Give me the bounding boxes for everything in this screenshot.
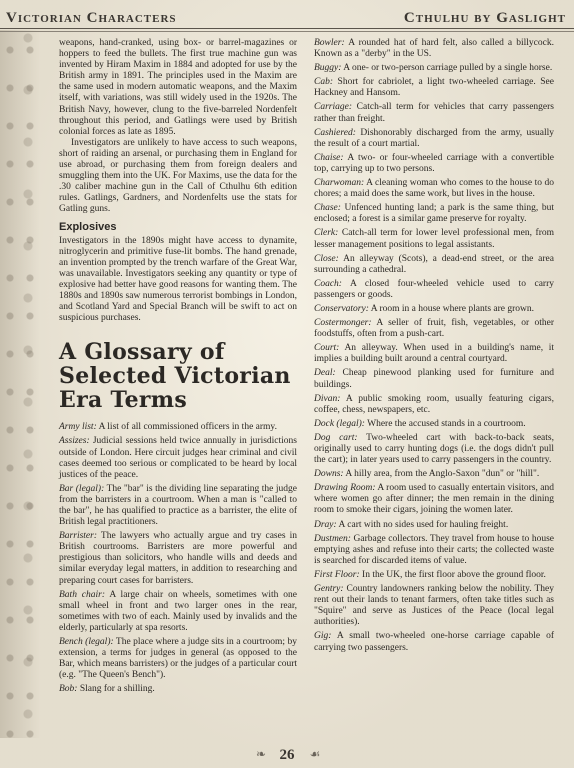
left-column: [59, 38, 297, 699]
glossary-entry: [314, 153, 554, 175]
glossary-definition: A hilly area, from the Anglo-Saxon "dun" or "hill".: [343, 469, 540, 480]
glossary-definition: The "bar" is the dividing line separating the judge from the barristers in a courtroom. When a man is "called to the bar", he has qualified to practice as a barrister, the elite of British legal practitioners.: [59, 483, 297, 528]
glossary-definition: The lawyers who actually argue and try cases in British courtrooms. Barristers are more powerful and prestigious than solicitors, who handle wills and deeds and similar everyday legal matters, in addition to researching and preparing court cases for barristers.: [59, 531, 297, 586]
body-paragraph: weapons, hand-cranked, using box- or barrel-magazines or hoppers to feed the bullets. The first true machine gun was invented by Hiram Maxim in 1884 and adopted for use by the British army in 1891. The principles used in the Maxim are the same used in modern automatic weapons, and the Maxim itself, with variations, was still widely used in the 1920s. The British Navy, however, clung to the five-barreled Nordenfelt throughout this period, and Gatlings were used by British colonial forces as late as 1895.: [59, 38, 297, 137]
glossary-entry: [314, 483, 554, 516]
glossary-definition: Slang for a shilling.: [77, 684, 155, 695]
glossary-definition: Short for cabriolet, a light two-wheeled carriage. See Hackney and Hansom.: [314, 77, 554, 99]
glossary-title: A Glossary of Selected Victorian Era Terms: [59, 339, 291, 414]
glossary-definition: Garbage collectors. They travel from house to house emptying ashes and refuse into their carts; the collected waste is searched for discarded items of value.: [314, 533, 554, 566]
glossary-term: Dock (legal):: [314, 418, 365, 429]
glossary-entry: [314, 63, 554, 74]
glossary-term: Barrister:: [59, 531, 97, 542]
glossary-entry: [314, 419, 554, 430]
glossary-term: Conservatory:: [314, 303, 369, 314]
glossary-definition: An alleyway (Scots), a dead-end street, or the area surrounding a cathedral.: [314, 253, 554, 275]
glossary-entry: [314, 534, 554, 567]
glossary-definition: A cleaning woman who comes to the house to do chores; a maid does the same work, but lives in the house.: [314, 178, 554, 200]
glossary-term: Charwoman:: [314, 178, 365, 189]
glossary-entry: [314, 304, 554, 315]
glossary-term: Gig:: [314, 631, 332, 642]
glossary-entry: [314, 433, 554, 466]
glossary-definition: In the UK, the first floor above the ground floor.: [359, 569, 546, 580]
glossary-definition: A small two-wheeled one-horse carriage capable of carrying two passengers.: [314, 631, 554, 653]
glossary-definition: A public smoking room, usually featuring cigars, coffee, chess, newspapers, etc.: [314, 393, 554, 415]
section-heading-explosives: Explosives: [59, 220, 117, 233]
decorative-border: [0, 30, 40, 738]
glossary-entry: [314, 128, 554, 150]
glossary-entry: [59, 637, 297, 681]
glossary-term: Cab:: [314, 77, 333, 88]
glossary-term: Close:: [314, 253, 339, 264]
glossary-entry: [314, 584, 554, 628]
glossary-definition: A list of all commissioned officers in the army.: [96, 422, 277, 433]
body-paragraph: Investigators in the 1890s might have access to dynamite, nitroglycerin and primitive fuse-lit bombs. The hand grenade, an invention prompted by the trench warfare of the Great War, was unavailable. Investigators seeking any quantity or type of explosive had better have good reasons for wanting them. The 1880s and 1890s saw numerous terrorist bombings in London, and Scotland Yard and Special Branch will be swift to act on suspicious purchases.: [59, 235, 297, 324]
glossary-entry: [314, 254, 554, 276]
glossary-term: Bench (legal):: [59, 637, 114, 648]
glossary-definition: A two- or four-wheeled carriage with a convertible top, carrying up to two persons.: [314, 152, 554, 174]
glossary-term: Dustmen:: [314, 533, 351, 544]
glossary-definition: A room in a house where plants are grown.: [368, 303, 535, 314]
glossary-term: Dray:: [314, 519, 337, 530]
glossary-entry: [59, 422, 297, 433]
glossary-entry: [59, 531, 297, 586]
glossary-term: Bowler:: [314, 38, 345, 48]
glossary-term: Court:: [314, 343, 340, 354]
glossary-definition: A rounded hat of hard felt, also called a billycock. Known as a "derby" in the US.: [314, 38, 554, 60]
glossary-definition: Catch-all term for vehicles that carry passengers rather than freight.: [314, 102, 554, 124]
glossary-entry: [314, 318, 554, 340]
glossary-term: Drawing Room:: [314, 483, 376, 494]
glossary-term: First Floor:: [314, 569, 360, 580]
glossary-entry: [59, 590, 297, 634]
glossary-definition: A closed four-wheeled vehicle used to carry passengers or goods.: [314, 278, 554, 300]
glossary-term: Gentry:: [314, 584, 344, 595]
glossary-definition: Where the accused stands in a courtroom.: [364, 418, 526, 429]
glossary-definition: Two-wheeled cart with back-to-back seats, originally used to carry hunting dogs (i.e. the dogs didn't pull the cart); in later years used to carry passengers in the country.: [314, 432, 554, 466]
glossary-definition: Unfenced hunting land; a park is the same thing, but enclosed; a forest is a similar game preserve for royalty.: [314, 203, 554, 225]
glossary-definition: A cart with no sides used for hauling freight.: [336, 519, 509, 530]
glossary-entry: [314, 178, 554, 200]
glossary-entry: [314, 279, 554, 301]
glossary-definition: A one- or two-person carriage pulled by a single horse.: [341, 63, 553, 74]
glossary-term: Bar (legal):: [59, 483, 105, 494]
glossary-entry: [314, 343, 554, 365]
glossary-definition: The place where a judge sits in a courtroom; by extension, a terms for judges in general (as opposed to the Bar, which means barristers) or the judges of a particular court (e.g. "The Queen's Bench").: [59, 637, 297, 681]
glossary-term: Buggy:: [314, 63, 342, 74]
glossary-entries-left: [59, 422, 297, 695]
glossary-definition: A seller of fruit, fish, vegetables, or other foodstuffs, often from a push-cart.: [314, 318, 554, 340]
glossary-entry: [314, 469, 554, 480]
glossary-term: Downs:: [314, 469, 344, 480]
body-paragraph: Investigators are unlikely to have access to such weapons, short of raiding an arsenal, or purchasing them in England for use abroad, or purchasing them from foreign dealers and smuggling them into the UK. For Maxims, use the data for the .30 caliber machine gun in the Call of Cthulhu 6th edition rules. Gatlings, Gardners, and Nordenfelts use the stats for Gatling guns.: [59, 137, 297, 215]
glossary-term: Chase:: [314, 203, 341, 214]
glossary-entry: [59, 436, 297, 480]
glossary-entry: [314, 102, 554, 124]
glossary-entry: [314, 631, 554, 653]
header-rule: [0, 28, 574, 29]
glossary-term: Divan:: [314, 393, 341, 404]
page-footer: [0, 742, 574, 768]
glossary-entry: [314, 394, 554, 416]
glossary-entry: [314, 228, 554, 250]
glossary-term: Chaise:: [314, 152, 344, 163]
glossary-definition: A room used to casually entertain visitors, and where women go after dinner; the men remain in the dining room to smoke their cigars, joining the women later.: [314, 483, 554, 516]
glossary-term: Carriage:: [314, 102, 352, 113]
page-number: 26: [279, 747, 295, 763]
glossary-entry: [59, 684, 297, 695]
glossary-definition: Country landowners ranking below the nobility. They rent out their lands to tenant farmers, often take titles such as "Squire" and serve as Justices of the Peace (local legal authorities).: [314, 584, 554, 628]
glossary-entry: [314, 203, 554, 225]
glossary-definition: Dishonorably discharged from the army, usually the result of a court martial.: [314, 127, 554, 149]
glossary-term: Dog cart:: [314, 432, 358, 443]
running-header: [0, 0, 574, 30]
glossary-entry: [314, 520, 554, 531]
glossary-definition: Catch-all term for lower level professional men, from lesser management positions to legal assistants.: [314, 228, 554, 250]
glossary-term: Army list:: [59, 422, 97, 433]
glossary-entry: [314, 38, 554, 60]
glossary-term: Cashiered:: [314, 127, 356, 138]
right-column: [314, 38, 554, 657]
glossary-term: Assizes:: [59, 436, 90, 447]
flourish-right-icon: ☙: [309, 747, 321, 761]
header-right-title: Cthulhu by Gaslight: [403, 10, 566, 26]
glossary-term: Bath chair:: [59, 589, 106, 600]
glossary-entry: [59, 484, 297, 528]
header-rule-secondary: [0, 31, 574, 32]
glossary-term: Bob:: [59, 684, 78, 695]
glossary-entry: [314, 570, 554, 581]
glossary-definition: A large chair on wheels, sometimes with one small wheel in front and two larger ones in the rear, sometimes with two of each. Mainly used by invalids and the elderly, particularly at spa resorts.: [59, 589, 298, 633]
glossary-term: Costermonger:: [314, 318, 372, 329]
glossary-term: Deal:: [314, 368, 336, 379]
glossary-definition: Cheap pinewood planking used for furniture and buildings.: [314, 368, 554, 390]
glossary-term: Coach:: [314, 278, 342, 289]
header-left-title: Victorian Characters: [6, 10, 177, 26]
glossary-definition: An alleyway. When used in a building's name, it implies a building built around a central courtyard.: [314, 343, 554, 365]
glossary-entry: [314, 77, 554, 99]
glossary-term: Clerk:: [314, 228, 339, 239]
flourish-left-icon: ❧: [255, 747, 267, 761]
glossary-entry: [314, 368, 554, 390]
glossary-entries-right: [314, 38, 554, 654]
glossary-definition: Judicial sessions held twice annually in jurisdictions outside of London. Here circuit judges hear criminal and civil cases deemed too serious or complicated to be heard by local justices of the peace.: [59, 436, 297, 480]
